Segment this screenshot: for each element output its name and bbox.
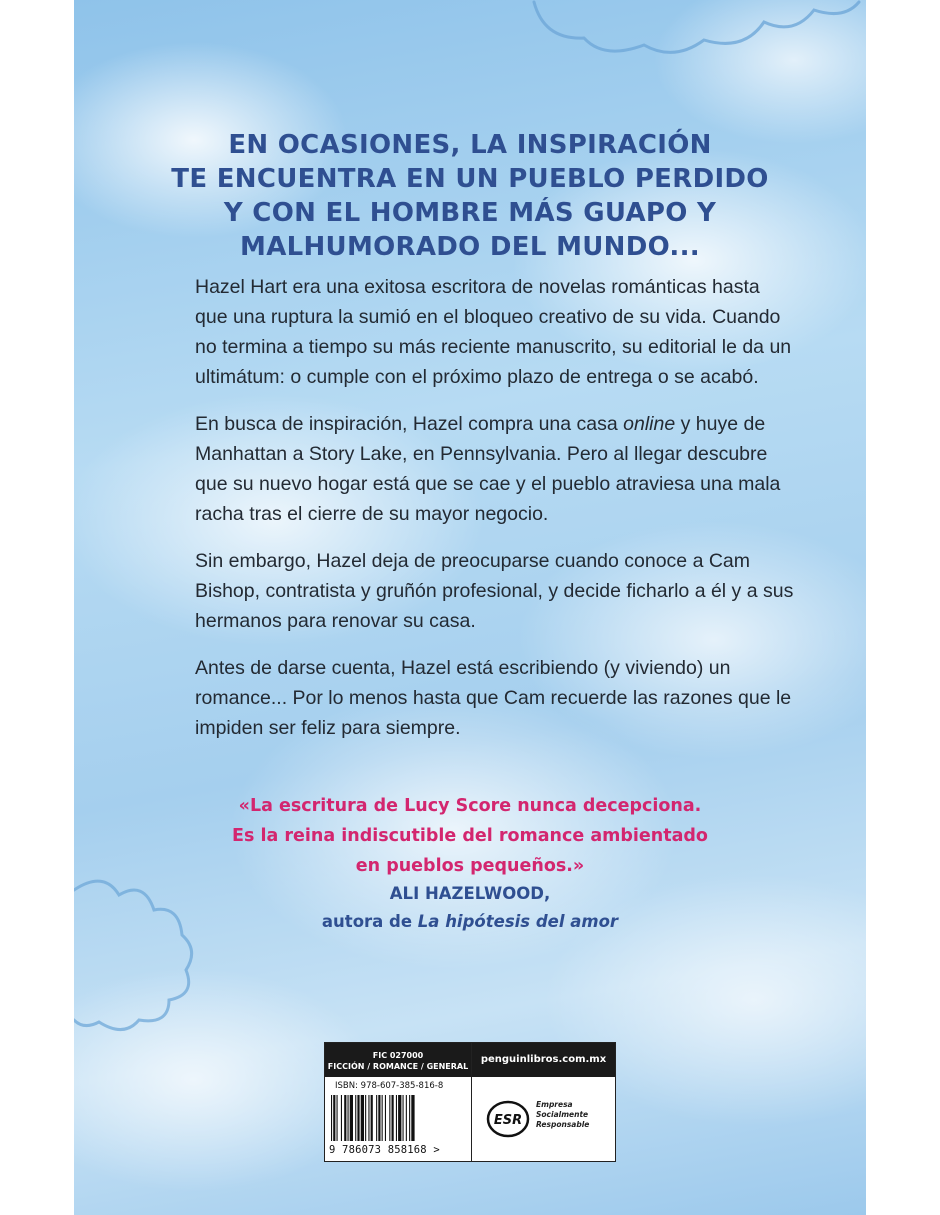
headline-line: Y CON EL HOMBRE MÁS GUAPO Y — [223, 198, 717, 228]
synopsis-paragraph-2 — [195, 409, 795, 529]
synopsis-italic: online — [623, 413, 676, 435]
barcode-number: 9 786073 858168 > — [329, 1144, 440, 1156]
headline-line: MALHUMORADO DEL MUNDO... — [240, 232, 700, 262]
barcode-bar — [396, 1095, 397, 1141]
barcode-right — [472, 1043, 615, 1161]
headline-line: EN OCASIONES, LA INSPIRACIÓN — [228, 130, 712, 160]
quote-line: en pueblos pequeños.» — [355, 856, 585, 876]
synopsis-paragraph-3: Sin embargo, Hazel deja de preocuparse cuando conoce a Cam Bishop, contratista y gruñón profesional, y decide ficharlo a él y a sus hermanos para renovar su casa. — [195, 550, 794, 632]
barcode-bar — [371, 1095, 373, 1141]
synopsis-text: En busca de inspiración, Hazel compra una casa — [195, 413, 624, 435]
barcode-bar — [398, 1095, 401, 1141]
barcode-bar — [357, 1095, 359, 1141]
bisac-label — [325, 1043, 471, 1077]
publisher-website: penguinlibros.com.mx — [472, 1043, 615, 1077]
headline-line: TE ENCUENTRA EN UN PUEBLO PERDIDO — [171, 164, 769, 194]
review-quote — [74, 791, 866, 881]
barcode-bar — [331, 1095, 332, 1141]
esr-logo-icon — [486, 1099, 530, 1139]
synopsis-paragraph-1: Hazel Hart era una exitosa escritora de novelas románticas hasta que una ruptura la sumió en el bloqueo creativo de su vida. Cuando no termina a tiempo su más reciente manuscrito, su editorial le da un ultimátum: o cumple con el próximo plazo de entrega o se acabó. — [195, 276, 792, 388]
quote-line: Es la reina indiscutible del romance ambientado — [232, 826, 708, 846]
quote-author: ALI HAZELWOOD, — [389, 884, 551, 903]
quote-credit — [74, 908, 866, 936]
barcode-bar — [376, 1095, 377, 1141]
barcode-bar — [341, 1095, 342, 1141]
credit-title: La hipótesis del amor — [417, 912, 619, 931]
barcode-bar — [382, 1095, 383, 1141]
barcode-bar — [355, 1095, 356, 1141]
isbn-text: ISBN: 978-607-385-816-8 — [335, 1081, 444, 1091]
synopsis — [195, 272, 795, 760]
barcode-panel — [324, 1042, 616, 1162]
barcode-bar — [337, 1095, 338, 1141]
esr-line: Empresa — [536, 1100, 573, 1109]
barcode-bars-icon — [331, 1095, 465, 1141]
quote-line: «La escritura de Lucy Score nunca decepciona. — [238, 796, 702, 816]
bisac-code: FIC 027000 — [372, 1051, 424, 1060]
barcode-bar — [389, 1095, 390, 1141]
barcode-left — [325, 1043, 472, 1161]
barcode-bar — [385, 1095, 386, 1141]
barcode-bar — [361, 1095, 364, 1141]
barcode-bar — [350, 1095, 353, 1141]
synopsis-paragraph-4: Antes de darse cuenta, Hazel está escribiendo (y viviendo) un romance... Por lo menos hasta que Cam recuerde las razones que le impiden ser feliz para siempre. — [195, 657, 792, 739]
cloud-doodle-top-right — [514, 0, 866, 70]
esr-logo-text: ESR — [493, 1113, 523, 1128]
headline — [74, 128, 866, 264]
barcode-bar — [348, 1095, 349, 1141]
barcode-bar — [368, 1095, 369, 1141]
book-back-cover — [74, 0, 866, 1215]
barcode-bar — [403, 1095, 404, 1141]
synopsis-text: y huye de Manhattan a Story Lake, en Pennsylvania. Pero al llegar descubre que su nuevo hogar está que se cae y el pueblo atraviesa una mala racha tras el cierre de su mayor negocio. — [195, 413, 781, 525]
barcode-bar — [409, 1095, 410, 1141]
barcode-bar — [365, 1095, 366, 1141]
barcode-bar — [411, 1095, 414, 1141]
credit-prefix: autora de — [321, 912, 418, 931]
bisac-category: FICCIÓN / ROMANCE / GENERAL — [327, 1062, 469, 1071]
esr-caption — [536, 1100, 589, 1130]
quote-attribution — [74, 880, 866, 936]
esr-line: Responsable — [536, 1120, 590, 1129]
barcode-bar — [406, 1095, 407, 1141]
barcode-bar — [344, 1095, 346, 1141]
barcode-bar — [333, 1095, 335, 1141]
barcode-bar — [378, 1095, 380, 1141]
esr-line: Socialmente — [536, 1110, 589, 1119]
barcode-bar — [392, 1095, 394, 1141]
